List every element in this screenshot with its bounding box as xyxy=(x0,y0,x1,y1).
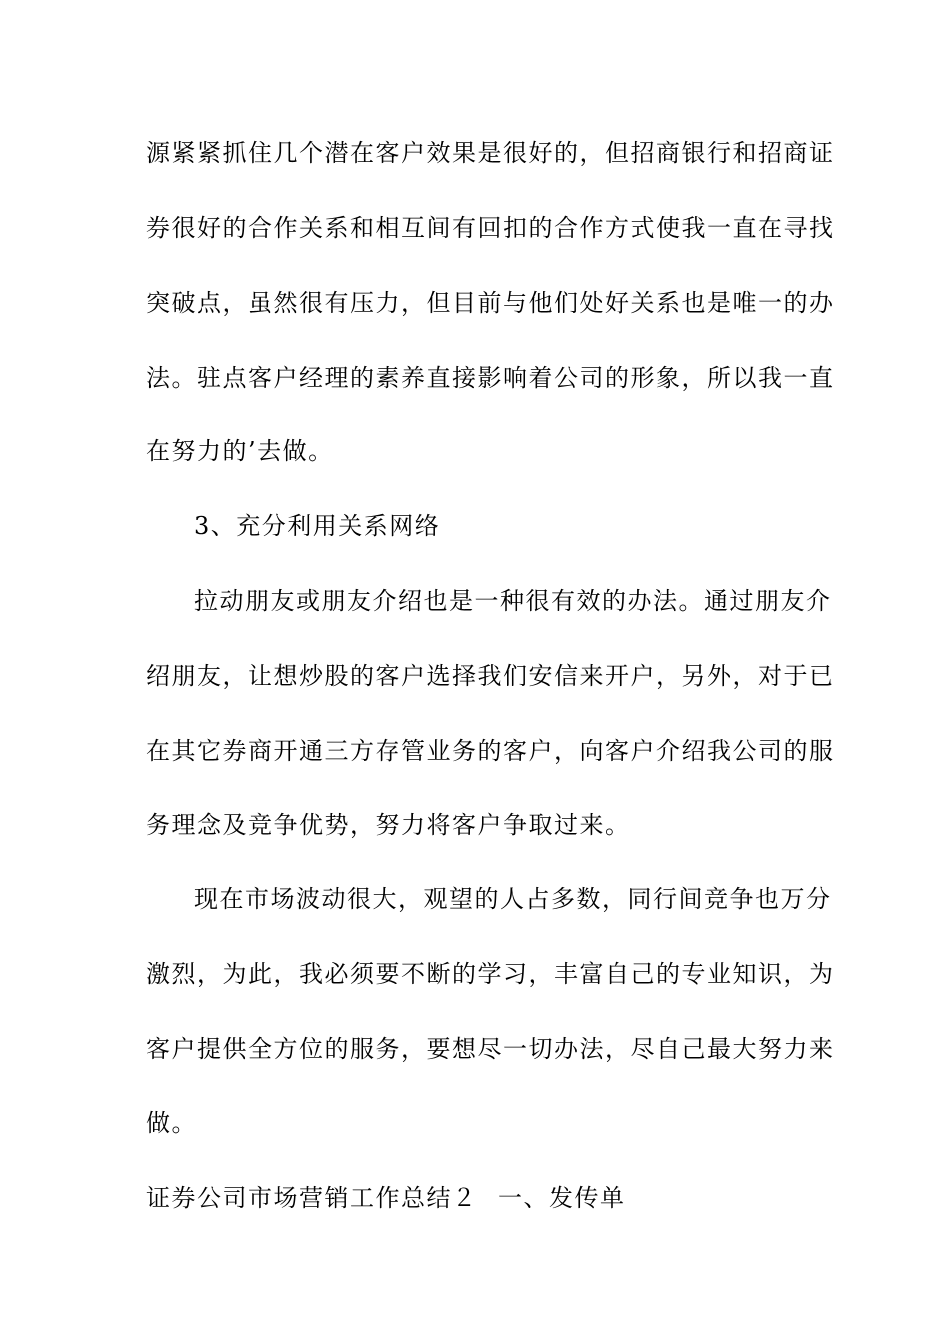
paragraph1-line-2: 券很好的合作关系和相互间有回扣的合作方式使我一直在寻找 xyxy=(146,214,835,242)
paragraph1-line-5: 在努力的’去做。 xyxy=(146,437,334,465)
paragraph1-line-3: 突破点，虽然很有压力，但目前与他们处好关系也是唯一的办 xyxy=(146,289,835,317)
paragraph2-line-2: 绍朋友，让想炒股的客户选择我们安信来开户，另外，对于已 xyxy=(146,662,835,690)
next-section-title: 证券公司市场营销工作总结２ xyxy=(146,1184,478,1212)
paragraph3-line-1: 现在市场波动很大，观望的人占多数，同行间竞争也万分 xyxy=(194,885,832,913)
paragraph1-line-1: 源紧紧抓住几个潜在客户效果是很好的，但招商银行和招商证 xyxy=(146,139,835,167)
next-section-subtitle: 一、发传单 xyxy=(498,1184,626,1212)
paragraph1-line-4: 法。驻点客户经理的素养直接影响着公司的形象，所以我一直 xyxy=(146,364,835,392)
paragraph2-line-3: 在其它券商开通三方存管业务的客户，向客户介绍我公司的服 xyxy=(146,737,835,765)
paragraph3-line-3: 客户提供全方位的服务，要想尽一切办法，尽自己最大努力来 xyxy=(146,1035,835,1063)
paragraph2-line-4: 务理念及竞争优势，努力将客户争取过来。 xyxy=(146,811,631,839)
paragraph3-line-2: 激烈，为此，我必须要不断的学习，丰富自己的专业知识，为 xyxy=(146,960,835,988)
paragraph2-line-1: 拉动朋友或朋友介绍也是一种很有效的办法。通过朋友介 xyxy=(194,587,832,615)
section3-title: 3、充分利用关系网络 xyxy=(194,512,441,540)
paragraph3-line-4: 做。 xyxy=(146,1109,197,1137)
